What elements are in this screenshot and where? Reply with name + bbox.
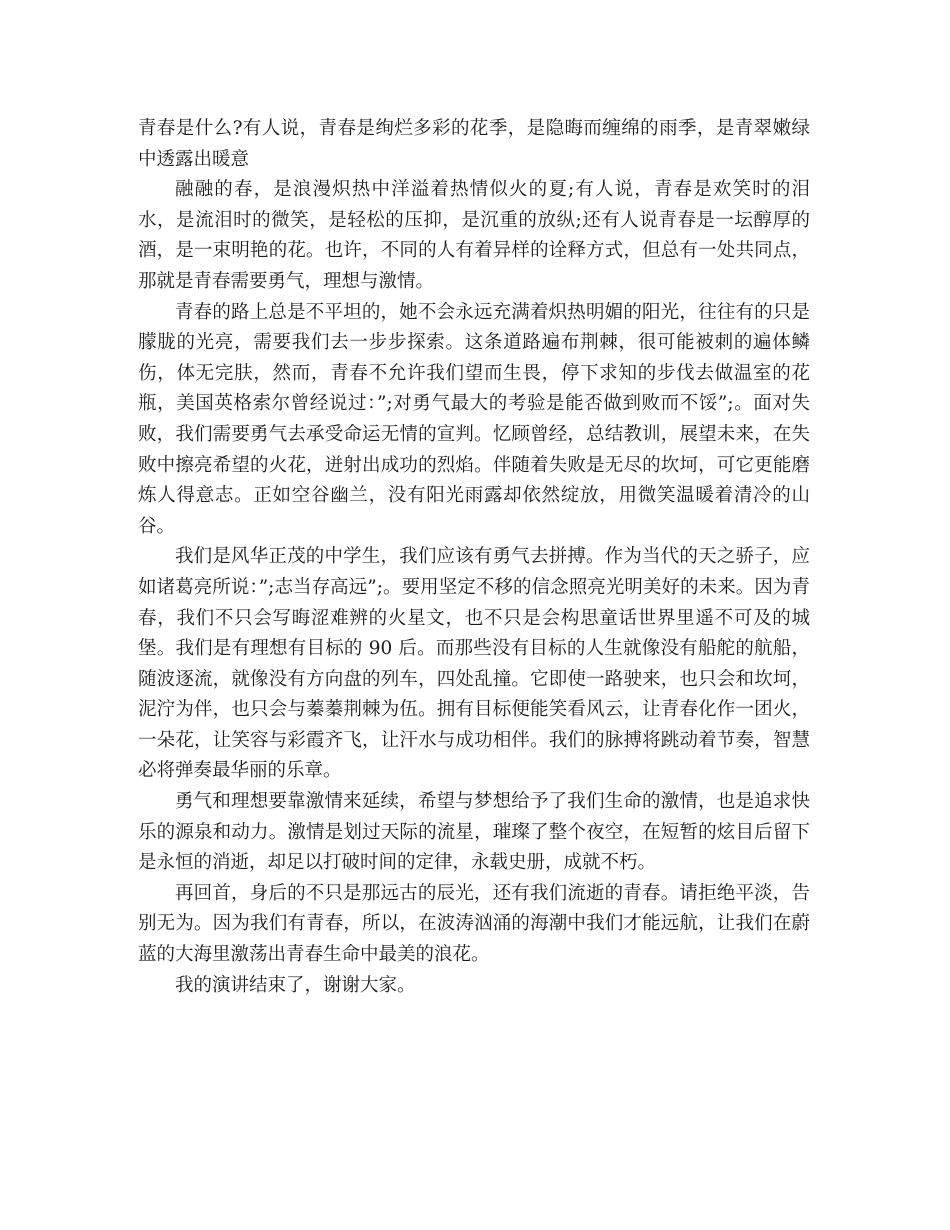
speech-text: [138, 114, 810, 1001]
paragraph-4: 我们是风华正茂的中学生，我们应该有勇气去拼搏。作为当代的天之骄子，应如诸葛亮所说：”;志当存高远”;。要用坚定不移的信念照亮光明美好的未来。因为青春，我们不只会写晦涩难辨的火星文，也不只是会构思童话世界里遥不可及的城堡。我们是有理想有目标的 90 后。而那些没有目标的人生就像没有船舵的航船，随波逐流，就像没有方向盘的列车，四处乱撞。它即使一路驶来，也只会和坎坷，泥泞为伴，也只会与蓁蓁荆棘为伍。拥有目标便能笑看风云，让青春化作一团火，一朵花，让笑容与彩霞齐飞，让汗水与成功相伴。我们的脉搏将跳动着节奏，智慧必将弹奏最华丽的乐章。: [138, 546, 810, 782]
paragraph-2: 融融的春，是浪漫炽热中洋溢着热情似火的夏;有人说，青春是欢笑时的泪水，是流泪时的微笑，是轻松的压抑，是沉重的放纵;还有人说青春是一坛醇厚的酒，是一束明艳的花。也许，不同的人有着异样的诠释方式，但总有一处共同点，那就是青春需要勇气，理想与激情。: [138, 179, 810, 292]
paragraph-1: 青春是什么?有人说，青春是绚烂多彩的花季，是隐晦而缠绵的雨季，是青翠嫩绿中透露出暖意: [138, 118, 810, 170]
paragraph-5: 勇气和理想要靠激情来延续，希望与梦想给予了我们生命的激情，也是追求快乐的源泉和动力。激情是划过天际的流星，璀璨了整个夜空，在短暂的炫目后留下是永恒的消逝，却足以打破时间的定律，永载史册，成就不朽。: [138, 791, 810, 874]
paragraph-7: 我的演讲结束了，谢谢大家。: [175, 974, 416, 996]
paragraph-3: 青春的路上总是不平坦的，她不会永远充满着炽热明媚的阳光，往往有的只是朦胧的光亮，需要我们去一步步探索。这条道路遍布荆棘，很可能被刺的遍体鳞伤，体无完肤，然而，青春不允许我们望而生畏，停下求知的步伐去做温室的花瓶，美国英格索尔曾经说过：”;对勇气最大的考验是能否做到败而不馁”;。面对失败，我们需要勇气去承受命运无情的宣判。忆顾曾经，总结教训，展望未来，在失败中擦亮希望的火花，迸射出成功的烈焰。伴随着失败是无尽的坎坷，可它更能磨炼人得意志。正如空谷幽兰，没有阳光雨露却依然绽放，用微笑温暖着清冷的山谷。: [138, 301, 810, 537]
paragraph-6: 再回首，身后的不只是那远古的辰光，还有我们流逝的青春。请拒绝平淡，告别无为。因为我们有青春，所以，在波涛汹涌的海潮中我们才能远航，让我们在蔚蓝的大海里激荡出青春生命中最美的浪花。: [138, 882, 810, 966]
